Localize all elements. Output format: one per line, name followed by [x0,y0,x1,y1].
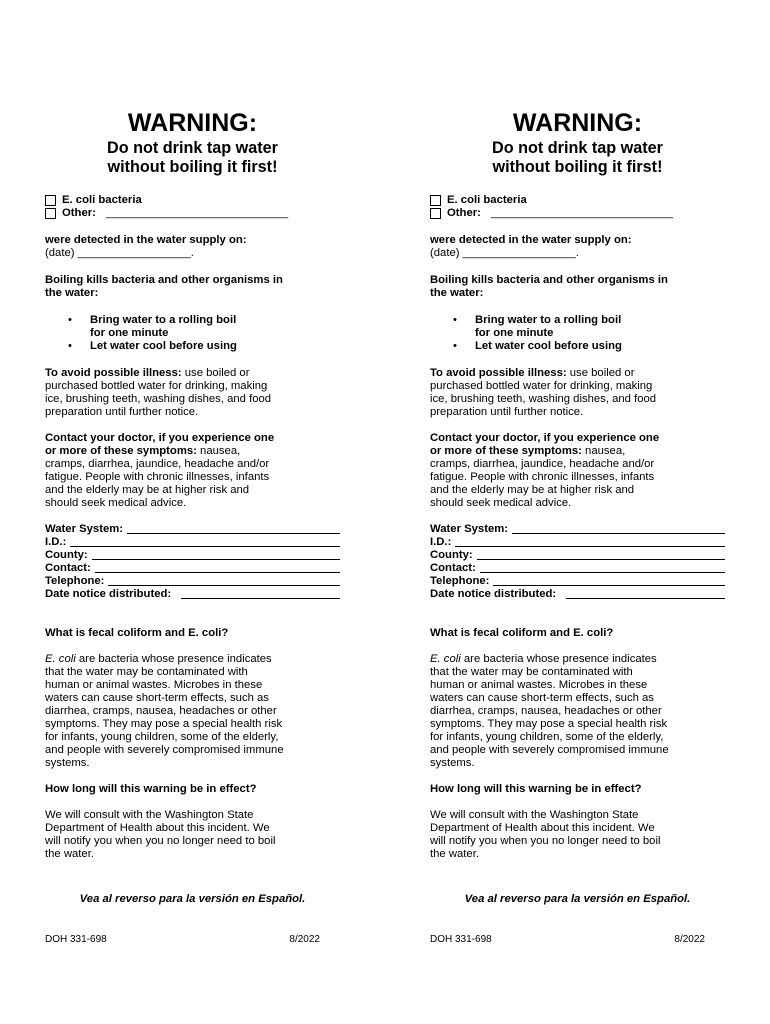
checkbox-ecoli-label: E. coli bacteria [62,194,142,206]
form-footer [45,933,340,946]
list-item-continuation: for one minute [475,327,554,339]
id-field[interactable]: I.D.: [45,536,340,549]
question-duration: How long will this warning be in effect? [45,783,257,795]
notice-right [430,108,725,946]
notice-left [45,108,340,946]
bullet-icon: • [68,340,72,352]
other-blank[interactable]: _____________________________ [490,207,674,219]
warning-title: WARNING: [127,109,258,137]
form-footer [430,933,725,946]
boil-instructions-list [45,314,340,353]
checkbox-other-row[interactable] [45,207,340,220]
bullet-icon: • [68,314,72,326]
consult-paragraph: We will consult with the Washington State Department of Health about this incident. We will notify you when you no longer need to boil the water. [45,809,276,860]
boiling-line-2: the water: [430,287,484,299]
water-system-field[interactable]: Water System: [430,523,725,536]
date-line: (date) __________________. [430,247,579,259]
date-distributed-field[interactable]: Date notice distributed: [45,588,340,601]
county-field[interactable]: County: [430,549,725,562]
list-item: • Bring water to a rolling boil [453,314,622,326]
checkbox-other[interactable] [430,208,441,219]
form-date: 8/2022 [289,934,320,945]
form-date: 8/2022 [674,934,705,945]
contact-paragraph: Contact your doctor, if you experience one or more of these symptoms: nausea, cramps, diarrhea, jaundice, headache and/or fatigue. People with chronic illnesses, infants and the elderly may be at higher risk and should seek medical advice. [430,432,660,509]
checkbox-ecoli[interactable] [45,195,56,206]
checkbox-other-row[interactable] [430,207,725,220]
consult-paragraph: We will consult with the Washington State Department of Health about this incident. We will notify you when you no longer need to boil the water. [430,809,661,860]
avoid-paragraph: To avoid possible illness: use boiled or purchased bottled water for drinking, making ice, brushing teeth, washing dishes, and food preparation until further notice. [430,367,657,418]
spanish-note: Vea al reverso para la versión en Español. [79,893,306,905]
question-ecoli: What is fecal coliform and E. coli? [430,627,614,639]
ecoli-paragraph: E. coli are bacteria whose presence indicates that the water may be contaminated with human or animal wastes. Microbes in these waters can cause short-term effects, such as diarrhea, cramps, nausea, headaches or other symptoms. They may pose a special health risk for infants, young children, some of the elderly, and people with severely compromised immune systems. [45,653,284,769]
contact-field[interactable]: Contact: [45,562,340,575]
list-item: • Let water cool before using [453,340,622,352]
telephone-field[interactable]: Telephone: [430,575,725,588]
telephone-field[interactable]: Telephone: [45,575,340,588]
boiling-line-1: Boiling kills bacteria and other organisms in [430,274,668,286]
detected-line: were detected in the water supply on: [45,234,247,246]
question-ecoli: What is fecal coliform and E. coli? [45,627,229,639]
list-item: • Let water cool before using [68,340,237,352]
checkbox-other-label: Other: [62,207,96,219]
water-system-fields [430,523,725,601]
avoid-paragraph: To avoid possible illness: use boiled or purchased bottled water for drinking, making ice, brushing teeth, washing dishes, and food preparation until further notice. [45,367,272,418]
bullet-icon: • [453,340,457,352]
checkbox-ecoli-label: E. coli bacteria [447,194,527,206]
checkbox-ecoli[interactable] [430,195,441,206]
water-system-fields [45,523,340,601]
form-number: DOH 331-698 [430,934,492,945]
date-distributed-field[interactable]: Date notice distributed: [430,588,725,601]
contact-paragraph: Contact your doctor, if you experience one or more of these symptoms: nausea, cramps, diarrhea, jaundice, headache and/or fatigue. People with chronic illnesses, infants and the elderly may be at higher risk and should seek medical advice. [45,432,275,509]
checkbox-ecoli-row[interactable] [45,194,340,207]
water-system-field[interactable]: Water System: [45,523,340,536]
boiling-line-1: Boiling kills bacteria and other organisms in [45,274,283,286]
spanish-note: Vea al reverso para la versión en Español. [464,893,691,905]
warning-subtitle: Do not drink tap water without boiling it first! [107,139,278,176]
list-item: • Bring water to a rolling boil [68,314,237,326]
question-duration: How long will this warning be in effect? [430,783,642,795]
checkbox-ecoli-row[interactable] [430,194,725,207]
boiling-line-2: the water: [45,287,99,299]
date-line: (date) __________________. [45,247,194,259]
county-field[interactable]: County: [45,549,340,562]
checkbox-other[interactable] [45,208,56,219]
boil-instructions-list [430,314,725,353]
detected-line: were detected in the water supply on: [430,234,632,246]
ecoli-paragraph: E. coli are bacteria whose presence indicates that the water may be contaminated with human or animal wastes. Microbes in these waters can cause short-term effects, such as diarrhea, cramps, nausea, headaches or other symptoms. They may pose a special health risk for infants, young children, some of the elderly, and people with severely compromised immune systems. [430,653,669,769]
warning-subtitle: Do not drink tap water without boiling it first! [492,139,663,176]
checkbox-other-label: Other: [447,207,481,219]
id-field[interactable]: I.D.: [430,536,725,549]
other-blank[interactable]: _____________________________ [105,207,289,219]
contact-field[interactable]: Contact: [430,562,725,575]
warning-title: WARNING: [512,109,643,137]
bullet-icon: • [453,314,457,326]
list-item-continuation: for one minute [90,327,169,339]
form-number: DOH 331-698 [45,934,107,945]
